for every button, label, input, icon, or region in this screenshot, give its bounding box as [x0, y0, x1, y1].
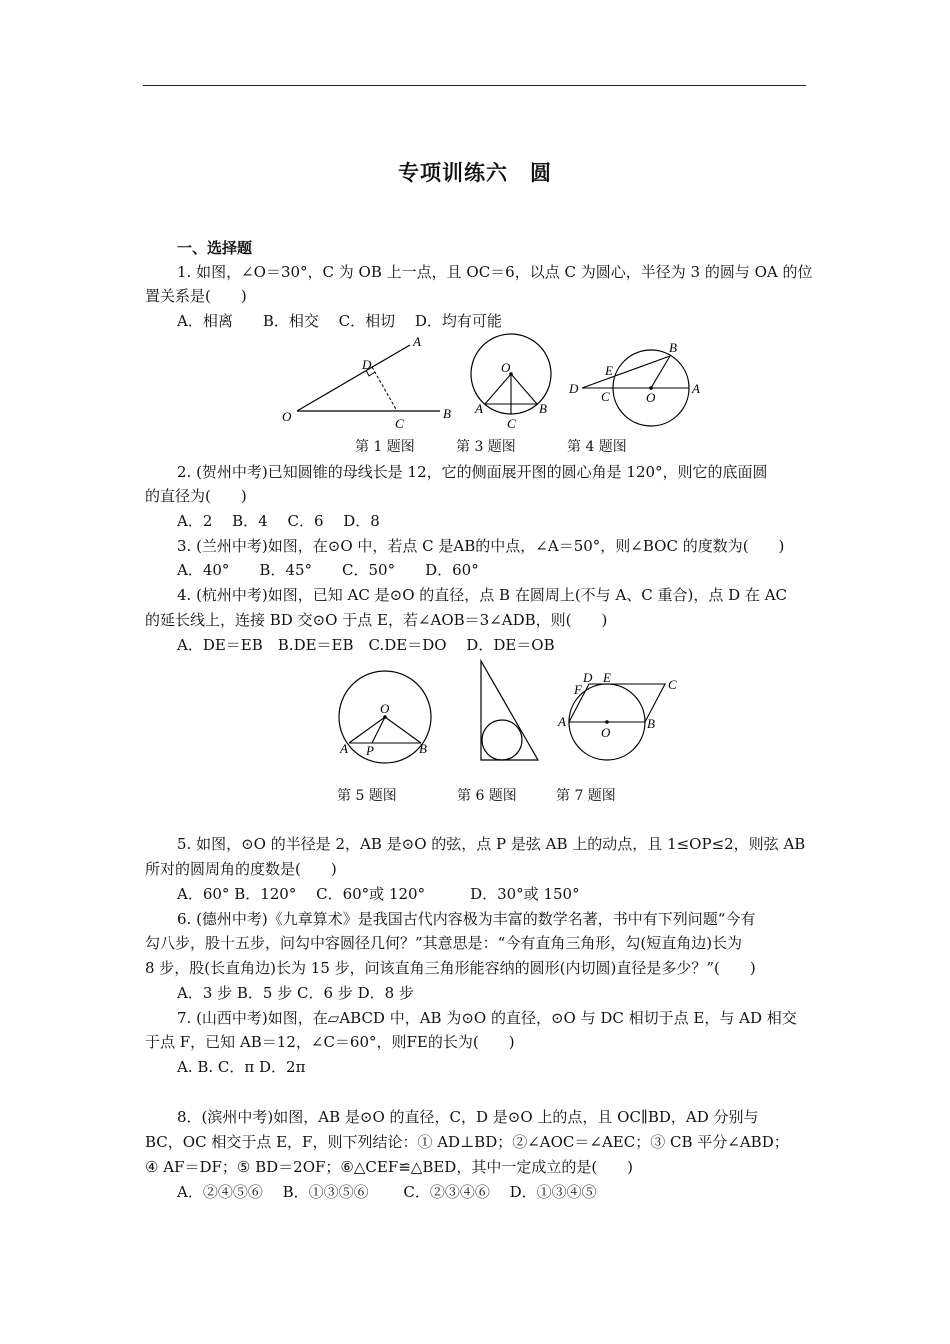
- q6-line2: 勾八步，股十五步，问勾中容圆径几何？”其意思是：“今有直角三角形，勾(短直角边)长为: [145, 934, 743, 952]
- fig5-label-p: P: [366, 743, 374, 758]
- q5-line2: 所对的圆周角的度数是( ): [145, 860, 337, 878]
- q7-line2: 于点 F，已知 AB＝12，∠C＝60°，则FE的长为( ): [145, 1033, 515, 1051]
- q8-line1: 8．(滨州中考)如图，AB 是⊙O 的直径，C，D 是⊙O 上的点，且 OC∥BD，AD 分别与: [177, 1108, 759, 1126]
- q6-line1: 6. (德州中考)《九章算术》是我国古代内容极为丰富的数学名著，书中有下列问题“今有: [177, 910, 756, 928]
- caption-fig4: 第 4 题图: [567, 439, 627, 455]
- fig7-label-d: D: [583, 670, 593, 685]
- q8-line3: ④ AF＝DF；⑤ BD＝2OF；⑥△CEF≌△BED，其中一定成立的是( ): [145, 1158, 634, 1176]
- fig5-label-o: O: [380, 701, 390, 716]
- fig7-label-f: F: [574, 682, 582, 697]
- fig3-label-b: B: [539, 401, 547, 416]
- fig7-label-o: O: [601, 725, 611, 740]
- fig3-label-a: A: [475, 401, 483, 416]
- caption-fig6: 第 6 题图: [457, 788, 517, 804]
- q2-options: A．2 B．4 C．6 D．8: [177, 512, 380, 530]
- q6-options: A．3 步 B．5 步 C．6 步 D．8 步: [177, 984, 414, 1002]
- fig7-label-e: E: [603, 670, 611, 685]
- fig4-label-a: A: [692, 381, 700, 396]
- q4-line2: 的延长线上，连接 BD 交⊙O 于点 E，若∠AOB＝3∠ADB，则( ): [145, 611, 608, 629]
- caption-fig3: 第 3 题图: [456, 439, 516, 455]
- q3-options: A．40° B．45° C．50° D．60°: [177, 561, 479, 579]
- page-title: 专项训练六 圆: [398, 161, 552, 185]
- fig4-label-o: O: [646, 390, 656, 405]
- fig1-label-o: O: [282, 409, 292, 424]
- section-heading: 一、选择题: [177, 239, 253, 257]
- q1-options: A．相离 B．相交 C．相切 D．均有可能: [177, 312, 502, 330]
- fig1-label-a: A: [413, 334, 421, 349]
- fig4-label-d: D: [569, 381, 579, 396]
- fig1-label-c: C: [395, 416, 404, 431]
- fig7-label-c: C: [668, 677, 677, 692]
- q1-line2: 置关系是( ): [145, 287, 247, 305]
- q6-line3: 8 步，股(长直角边)长为 15 步，问该直角三角形能容纳的圆形(内切圆)直径是多少？”( ): [145, 959, 756, 977]
- q2-line1: 2. (贺州中考)已知圆锥的母线长是 12，它的侧面展开图的圆心角是 120°，则它的底面圆: [177, 463, 768, 481]
- q3-line1: 3. (兰州中考)如图，在⊙O 中，若点 C 是AB的中点，∠A＝50°，则∠BOC 的度数为( ): [177, 537, 785, 555]
- fig3-label-c: C: [507, 416, 516, 431]
- fig1-label-d: D: [362, 357, 372, 372]
- q4-options: A．DE＝EB B.DE＝EB C.DE＝DO D．DE＝OB: [177, 636, 555, 654]
- fig7-label-b: B: [647, 716, 655, 731]
- q2-line2: 的直径为( ): [145, 487, 247, 505]
- q7-line1: 7. (山西中考)如图，在▱ABCD 中，AB 为⊙O 的直径，⊙O 与 DC 相切于点 E，与 AD 相交: [177, 1009, 797, 1027]
- fig5-label-a: A: [340, 741, 348, 756]
- q5-options: A．60° B．120° C．60°或 120° D．30°或 150°: [177, 885, 580, 903]
- fig1-label-b: B: [443, 406, 451, 421]
- q1-line1: 1. 如图，∠O＝30°，C 为 OB 上一点，且 OC＝6，以点 C 为圆心，半径为 3 的圆与 OA 的位: [177, 263, 813, 281]
- caption-fig5: 第 5 题图: [337, 788, 397, 804]
- caption-fig1: 第 1 题图: [355, 439, 415, 455]
- fig5-label-b: B: [419, 741, 427, 756]
- q8-line2: BC，OC 相交于点 E，F，则下列结论：① AD⊥BD；②∠AOC＝∠AEC；③ CB 平分∠ABD；: [145, 1133, 789, 1151]
- q4-line1: 4. (杭州中考)如图，已知 AC 是⊙O 的直径，点 B 在圆周上(不与 A、C 重合)，点 D 在 AC: [177, 586, 788, 604]
- q5-line1: 5. 如图，⊙O 的半径是 2，AB 是⊙O 的弦，点 P 是弦 AB 上的动点，且 1≤OP≤2，则弦 AB: [177, 835, 806, 853]
- fig4-label-c: C: [601, 389, 610, 404]
- fig4-label-e: E: [605, 363, 613, 378]
- fig4-label-b: B: [669, 340, 677, 355]
- caption-fig7: 第 7 题图: [556, 788, 616, 804]
- q7-options: A. B. C．π D．2π: [177, 1058, 306, 1076]
- q8-options: A．②④⑤⑥ B．①③⑤⑥ C．②③④⑥ D．①③④⑤: [177, 1183, 597, 1201]
- fig3-label-o: O: [501, 360, 511, 375]
- fig7-label-a: A: [558, 714, 566, 729]
